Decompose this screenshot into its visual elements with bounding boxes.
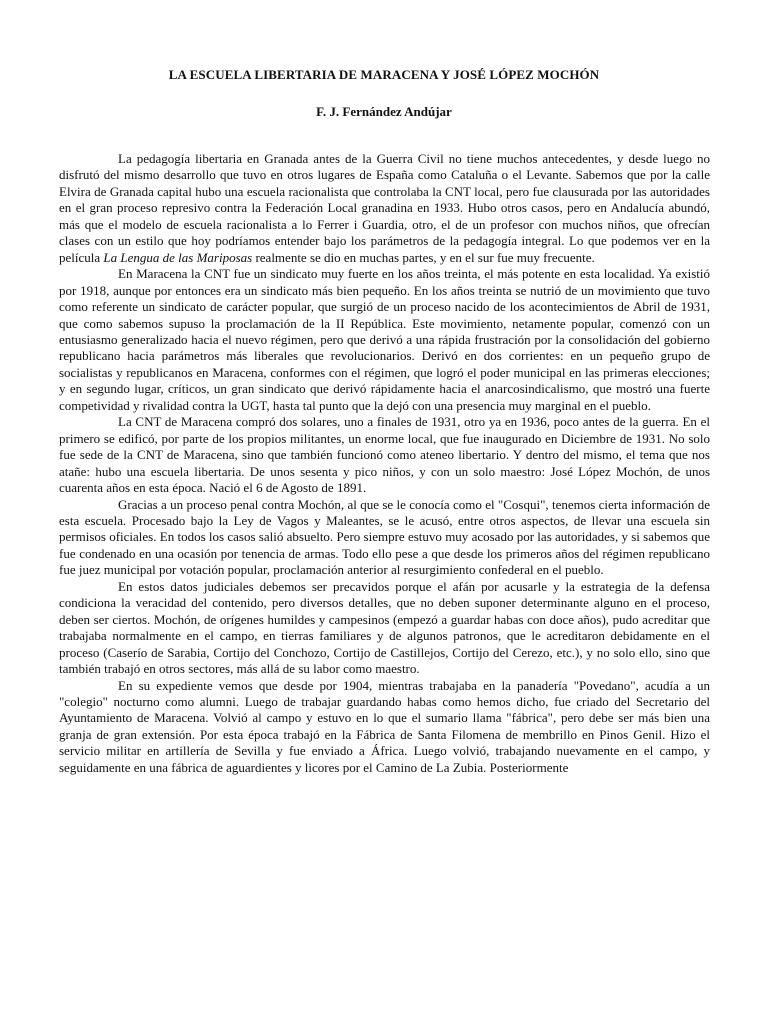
paragraph-1 — [59, 151, 710, 266]
paragraph-text: La pedagogía libertaria en Granada antes de la Guerra Civil no tiene muchos antecedentes, y desde luego no disfrutó del mismo desarrollo que tuvo en otros lugares de España como Cataluña o el Levante. Sabemos que por la calle Elvira de Granada capital hubo una escuela racionalista que controlaba la CNT local, pero fue clausurada por las autoridades en el gran proceso represivo contra la Federación Local granadina en 1933. Hubo otros casos, pero en Andalucía abundó, más que el modelo de escuela racionalista a lo Ferrer i Guardia, otro, el de un profesor con muchos niños, que ofrecían clases con un estilo que hoy podríamos entender bajo los parámetros de la pedagogía integral. Lo que podemos ver en la película — [59, 151, 710, 265]
document-title: LA ESCUELA LIBERTARIA DE MARACENA Y JOSÉ LÓPEZ MOCHÓN — [168, 67, 600, 82]
paragraph-4: Gracias a un proceso penal contra Mochón, al que se le conocía como el "Cosqui", tenemos cierta información de esta escuela. Procesado bajo la Ley de Vagos y Maleantes, se le acusó, entre otros aspectos, de llevar una escuela sin permisos oficiales. En todos los casos salió absuelto. Pero siempre estuvo muy acosado por las autoridades, y si sabemos que fue condenado en una ocasión por tenencia de armas. Todo ello pese a que desde los primeros años del régimen republicano fue juez municipal por votación popular, proclamación anterior al resurgimiento confederal en el pueblo. — [59, 496, 710, 578]
paragraph-5: En estos datos judiciales debemos ser precavidos porque el afán por acusarle y la estrategia de la defensa condiciona la veracidad del contenido, pero diversos detalles, que no deben suponer determinante alguno en el proceso, deben ser ciertos. Mochón, de orígenes humildes y campesinos (empezó a guardar habas con doce años), pudo acreditar que trabajaba normalmente en el campo, en tierras familiares y de algunos patronos, que le acreditaron debidamente en el proceso (Caserío de Sarabia, Cortijo del Conchozo, Cortijo de Castillejos, Cortijo del Cerezo, etc.), y no solo ello, sino que también trabajó en otros sectores, más allá de su labor como maestro. — [59, 578, 710, 677]
paragraph-text: realmente se dio en muchas partes, y en el sur fue muy frecuente. — [252, 249, 595, 265]
paragraph-2: En Maracena la CNT fue un sindicato muy fuerte en los años treinta, el más potente en esta localidad. Ya existió por 1918, aunque por entonces era un sindicato más bien pequeño. En los años treinta se nutrió de un movimiento que tuvo como referente un sindicato de carácter popular, que surgió de un proceso nacido de los acontecimientos de Abril de 1931, que como sabemos supuso la proclamación de la II República. Este movimiento, netamente popular, comenzó con un entusiasmo generalizado hacia el nuevo régimen, pero que derivó a una rápida frustración por la consolidación del gobierno republicano hacia parámetros más liberales que revolucionarios. Derivó en dos corrientes: en un pequeño grupo de socialistas y republicanos en Maracena, conformes con el régimen, que logró el poder municipal en las primeras elecciones; y en segundo lugar, críticos, un gran sindicato que derivó rápidamente hacia el anarcosindicalismo, que mostró una fuerte competividad y rivalidad contra la UGT, hasta tal punto que la dejó con una presencia muy marginal en el pueblo. — [59, 266, 710, 413]
document-author: F. J. Fernández Andújar — [316, 104, 452, 119]
document-body — [59, 151, 710, 776]
paragraph-3: La CNT de Maracena compró dos solares, uno a finales de 1931, otro ya en 1936, poco antes de la guerra. En el primero se edificó, por parte de los propios militantes, un enorme local, que fue inaugurado en Diciembre de 1931. No solo fue sede de la CNT de Maracena, sino que también funcionó como ateneo libertario. Y dentro del mismo, el tema que nos atañe: hubo una escuela libertaria. De unos sesenta y pico niños, y con un solo maestro: José López Mochón, de unos cuarenta años en esta época. Nació el 6 de Agosto de 1891. — [59, 414, 710, 496]
film-title: La Lengua de las Mariposas — [103, 249, 253, 265]
paragraph-6: En su expediente vemos que desde por 1904, mientras trabajaba en la panadería "Povedano", acudía a un "colegio" nocturno como alumni. Luego de trabajar guardando habas como hemos dicho, fue criado del Secretario del Ayuntamiento de Maracena. Volvió al campo y estuvo en lo que el sumario llama "fábrica", pero debe ser más bien una granja de gran extensión. Por esta época trabajó en la Fábrica de Santa Filomena de membrillo en Pinos Genil. Hizo el servicio militar en artillería de Sevilla y fue enviado a África. Luego volvió, trabajando nuevamente en el campo, y seguidamente en una fábrica de aguardientes y licores por el Camino de La Zubia. Posteriormente — [59, 677, 710, 775]
